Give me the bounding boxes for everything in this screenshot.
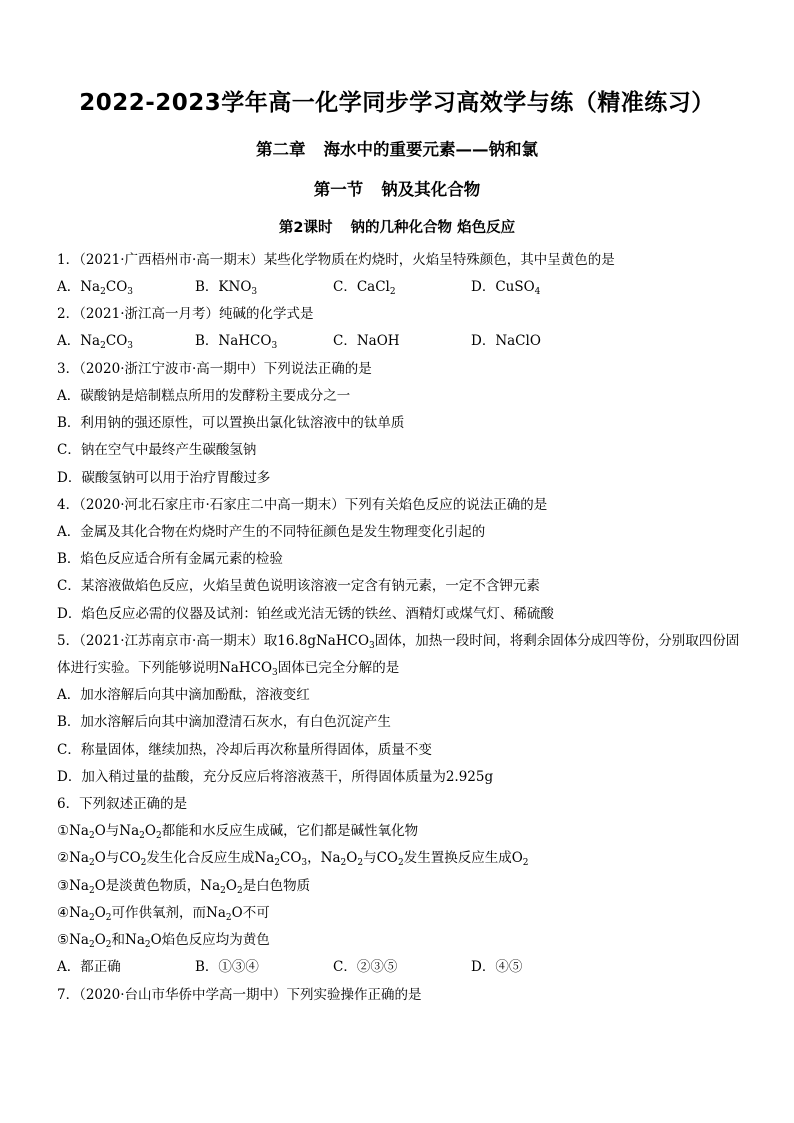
q7-stem: 7．（2020·台山市华侨中学高一期中）下列实验操作正确的是 — [57, 987, 422, 1003]
q2-option-c: C．NaOH — [333, 333, 400, 349]
q6-statement-1: $①Na_2O$与$Na_2O_2$都能和水反应生成碱，它们都是碱性氧化物 — [57, 823, 419, 841]
q4-option-a: A．金属及其化合物在灼烧时产生的不同特征颜色是发生物理变化引起的 — [57, 524, 486, 540]
q1-stem: 1．（2021·广西梧州市·高一期末）某些化学物质在灼烧时，火焰呈特殊颜色，其中呈黄色的是 — [57, 252, 615, 268]
q6-statement-2: $②Na_2O$与$CO_2$发生化合反应生成$Na_2CO_3$，$Na_2O_2$与$CO_2$发生置换反应生成$O_2$ — [57, 850, 529, 868]
q5-option-b: B．加水溶解后向其中滴加澄清石灰水，有白色沉淀产生 — [57, 714, 391, 730]
q3-option-a: A．碳酸钠是焙制糕点所用的发酵粉主要成分之一 — [57, 388, 351, 404]
q3-stem: 3．（2020·浙江宁波市·高一期中）下列说法正确的是 — [57, 361, 372, 377]
q6-option-c: C．②③⑤ — [333, 959, 398, 975]
q5-option-c: C．称量固体，继续加热，冷却后再次称量所得固体，质量不变 — [57, 742, 432, 758]
chapter-heading — [0, 136, 794, 160]
q4-stem: 4．（2020·河北石家庄市·石家庄二中高一期末）下列有关焰色反应的说法正确的是 — [57, 497, 548, 513]
q3-option-c: C．钠在空气中最终产生碳酸氢钠 — [57, 442, 257, 458]
document-title: 2022-2023学年高一化学同步学习高效学与练（精准练习） — [79, 90, 715, 116]
q1-option-c: C．CaCl$_2$ — [333, 279, 396, 297]
chapter-name: 海水中的重要元素——钠和氯 — [323, 140, 538, 159]
q3-option-d: D．碳酸氢钠可以用于治疗胃酸过多 — [57, 470, 271, 486]
lesson-name: 钠的几种化合物 焰色反应 — [350, 220, 516, 236]
q3-option-b: B．利用钠的强还原性，可以置换出氯化钛溶液中的钛单质 — [57, 415, 405, 431]
section-heading — [0, 176, 794, 200]
q6-statement-4: $④Na_2O_2$可作供氧剂，而$Na_2O$不可 — [57, 905, 270, 923]
q6-statement-5: $⑤Na_2O_2$和$Na_2O$焰色反应均为黄色 — [57, 932, 270, 950]
q6-statement-3: $③Na_2O$是淡黄色物质，$Na_2O_2$是白色物质 — [57, 878, 311, 896]
q6-option-b: B．①③④ — [195, 959, 259, 975]
lesson-label: 第2课时 — [278, 220, 333, 236]
q6-stem: 6．下列叙述正确的是 — [57, 796, 188, 812]
q6-option-d: D．④⑤ — [471, 959, 523, 975]
q2-option-b: B．NaHCO$_3$ — [195, 333, 278, 351]
lesson-heading — [0, 216, 794, 237]
q4-option-b: B．焰色反应适合所有金属元素的检验 — [57, 551, 283, 567]
q5-option-d: D．加入稍过量的盐酸，充分反应后将溶液蒸干，所得固体质量为2.925g — [57, 769, 494, 785]
q5-stem-line2: 体进行实验。下列能够说明NaHCO$_3$固体已完全分解的是 — [57, 660, 400, 678]
q2-stem: 2．（2021·浙江高一月考）纯碱的化学式是 — [57, 306, 314, 322]
q1-option-a: A．$Na_2CO_3$ — [57, 279, 133, 297]
q6-option-a: A．都正确 — [57, 959, 121, 975]
q5-stem-line1: 5．（2021·江苏南京市·高一期末）取16.8gNaHCO$_3$固体，加热一段时间，将剩余固体分成四等份，分别取四份固 — [57, 633, 740, 651]
q1-option-d: D．CuSO$_4$ — [471, 279, 541, 297]
q2-option-a: A．$Na_2CO_3$ — [57, 333, 133, 351]
q4-option-c: C．某溶液做焰色反应，火焰呈黄色说明该溶液一定含有钠元素，一定不含钾元素 — [57, 578, 540, 594]
section-label: 第一节 — [313, 180, 364, 199]
q2-option-d: D．NaClO — [471, 333, 541, 349]
chapter-label: 第二章 — [256, 140, 306, 159]
q1-option-b: B．$KNO_3$ — [195, 279, 258, 297]
q4-option-d: D．焰色反应必需的仪器及试剂：铂丝或光洁无锈的铁丝、酒精灯或煤气灯、稀硫酸 — [57, 606, 554, 622]
q5-option-a: A．加水溶解后向其中滴加酚酞，溶液变红 — [57, 687, 310, 703]
section-name: 钠及其化合物 — [381, 180, 481, 199]
